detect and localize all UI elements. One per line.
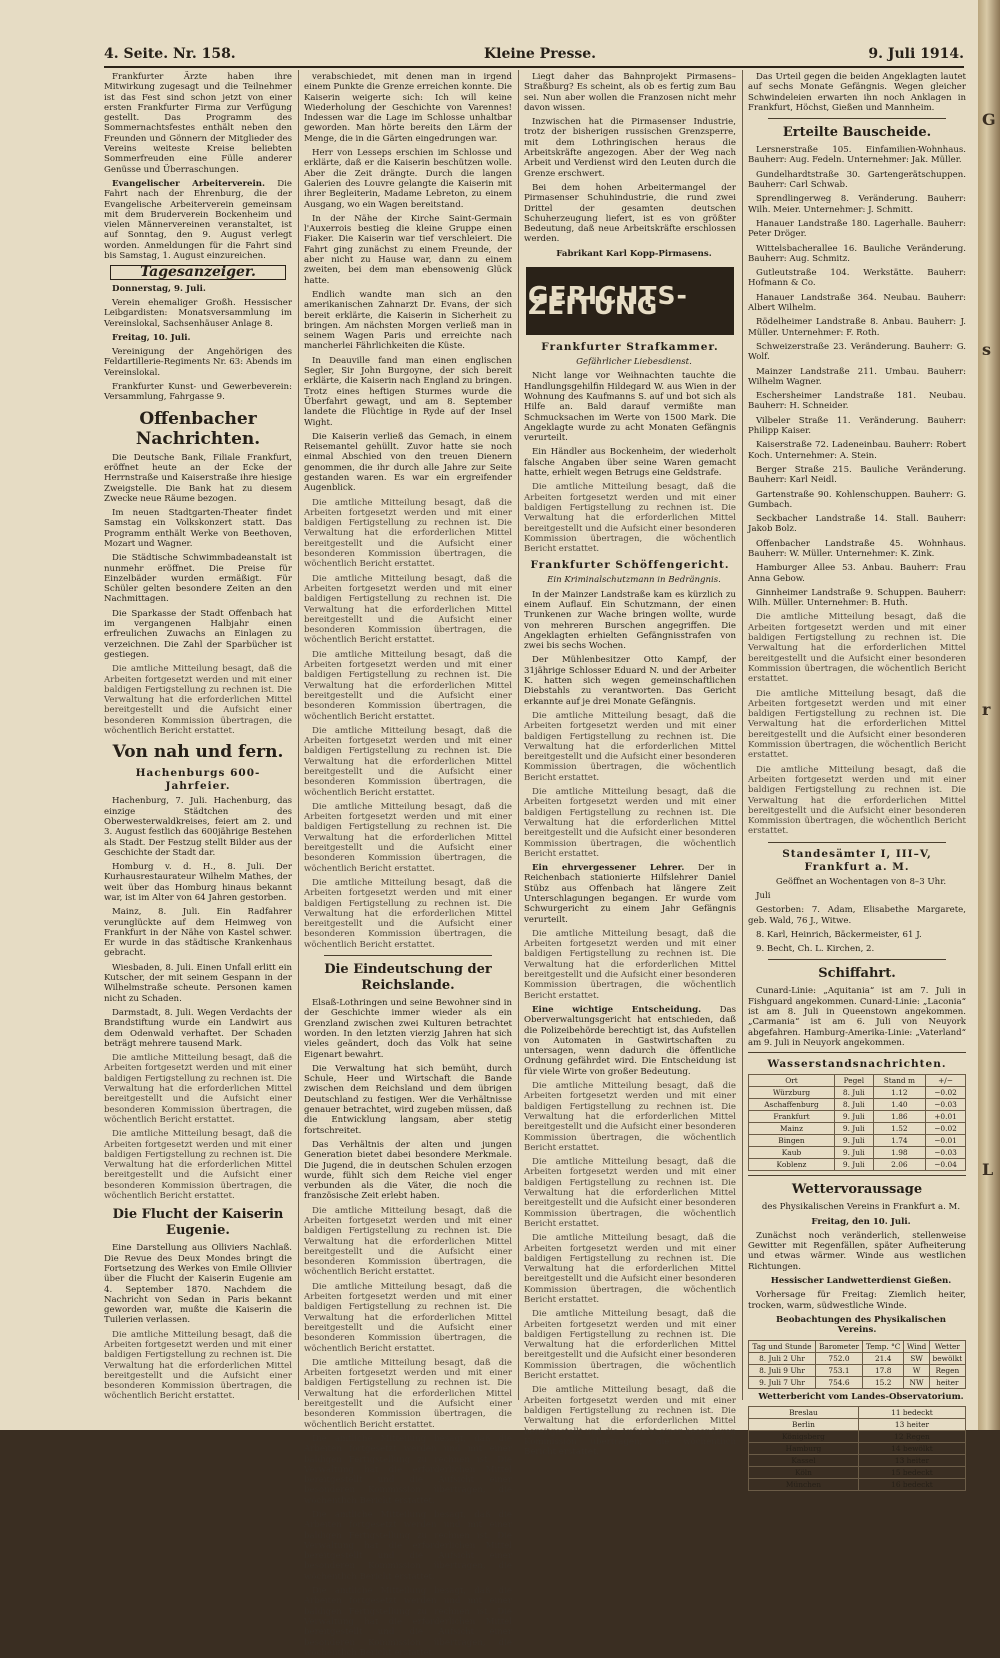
offenbach-item: Die Städtische Schwimmbadeanstalt ist nunmehr eröffnet. Die Preise für Einzelbäder wurden ermäßigt. Für Schüler gelten besondere Zeiten an den Nachmittagen.: [104, 553, 292, 605]
bau-entry: Offenbacher Landstraße 45. Wohnhaus. Bauherr: W. Müller. Unternehmer: K. Zink.: [748, 538, 966, 559]
article-paragraph: verabschiedet, mit denen man in irgend einem Punkte die Grenze erreichen konnte. Die Kaiserin weigerte sich: Ich will keine Wiederholung der Geschichte von Varennes! Indessen war die Lage im Schlosse unhaltbar geworden. Man hörte bereits den Lärm der Menge, die in die Gärten eingedrungen war.: [304, 72, 512, 144]
bau-entry: Berger Straße 215. Bauliche Veränderung. Bauherr: Karl Neidl.: [748, 464, 966, 486]
giessen-heading: Hessischer Landwetterdienst Gießen.: [770, 1276, 952, 1287]
article-paragraph: Das Verhältnis der alten und jungen Generation bietet dabei besondere Merkmale. Die Jugend, die in deutschen Schulen erzogen wurde, fühlt sich dem Reiche viel enger verbunden als die Väter, die noch die französische Zeit erlebt haben.: [304, 1139, 512, 1202]
bau-entry: Wittelsbacherallee 16. Bauliche Veränderung. Bauherr: Aug. Schmitz.: [748, 243, 966, 264]
table-row: Würzburg 8. Juli 1.12 −0.02: [749, 1087, 966, 1099]
body-text: Die amtliche Mitteilung besagt, daß die Arbeiten fortgesetzt werden und mit einer baldigen Fertigstellung zu rechnen ist. Die Verwaltung hat die erforderlichen Mittel bereitgestellt und die Aufsicht einer besonderen Kommission übertragen, die wöchentlich Bericht erstattet.: [104, 1129, 292, 1202]
lead-paragraph: Frankfurter Ärzte haben ihre Mitwirkung zugesagt und die Teilnehmer ist das Fest sind schon jetzt von einer ersten Frankfurter Firma zur Verfügung gestellt. Das Programm des Sommernachtsfestes enthält neben den Freunden und Gönnern der Mitglieder des Vereins weiteste Kreise beliebten Sommerfreuden eine Fülle anderer Genüsse und Überraschungen.: [104, 72, 292, 175]
strafkammer-heading: Frankfurter Strafkammer.: [541, 341, 719, 354]
body-text: Die amtliche Mitteilung besagt, daß die Arbeiten fortgesetzt werden und mit einer baldigen Fertigstellung zu rechnen ist. Die Verwaltung hat die erforderlichen Mittel bereitgestellt und die Aufsicht einer besonderen Kommission übertragen, die wöchentlich Bericht erstattet.: [304, 1433, 512, 1506]
body-text: Die amtliche Mitteilung besagt, daß die Arbeiten fortgesetzt werden und mit einer baldigen Fertigstellung zu rechnen ist. Die Verwaltung hat die erforderlichen Mittel bereitgestellt und die Aufsicht einer besonderen Kommission übertragen, die wöchentlich Bericht erstattet.: [524, 1081, 736, 1153]
page-number: 4. Seite. Nr. 158.: [104, 46, 236, 62]
subheading: Gefährlicher Liebesdienst.: [576, 357, 692, 368]
giessen-text: Vorhersage für Freitag: Ziemlich heiter, trocken, warm, südwestliche Winde.: [748, 1290, 966, 1311]
table-header: Tag und Stunde: [749, 1340, 816, 1352]
tages-entry: Verein ehemaliger Großh. Hessischer Leibgardisten: Monatsversammlung im Vereinslokal, Sachsenhäuser Anlage 8.: [104, 297, 292, 329]
schiffahrt-heading: Schiffahrt.: [818, 966, 896, 982]
bau-entry: Hamburger Allee 53. Anbau. Bauherr: Frau Anna Gebow.: [748, 563, 966, 584]
beobachtung-table: [748, 1340, 966, 1389]
body-text: Die amtliche Mitteilung besagt, daß die Arbeiten fortgesetzt werden und mit einer baldigen Fertigstellung zu rechnen ist. Die Verwaltung hat die erforderlichen Mittel bereitgestellt und die Aufsicht einer besonderen Kommission übertragen, die wöchentlich Bericht erstattet.: [104, 1329, 292, 1402]
masthead-title: Kleine Presse.: [484, 46, 597, 62]
standesamt-entry: 9. Becht, Ch. L. Kirchen, 2.: [756, 944, 875, 955]
hachenburg-heading: Hachenburgs 600-Jahrfeier.: [135, 767, 261, 793]
body-text: Die amtliche Mitteilung besagt, daß die Arbeiten fortgesetzt werden und mit einer baldigen Fertigstellung zu rechnen ist. Die Verwaltung hat die erforderlichen Mittel bereitgestellt und die Aufsicht einer besonderen Kommission übertragen, die wöchentlich Bericht erstattet.: [748, 612, 966, 685]
body-text: Die amtliche Mitteilung besagt, daß die Arbeiten fortgesetzt werden und mit einer baldigen Fertigstellung zu rechnen ist. Die Verwaltung hat die erforderlichen Mittel bereitgestellt und die Aufsicht einer besonderen Kommission übertragen, die wöchentlich Bericht erstattet.: [304, 1510, 512, 1582]
entscheidung-text: Das Oberverwaltungsgericht hat entschieden, daß die Polizeibehörde berechtigt ist, das Aufstellen von Automaten in Gastwirtschaften zu untersagen, wenn dadurch die öffentliche Ordnung gefährdet wird. Die Entscheidung ist für viele Wirte von großer Bedeutung.: [524, 1004, 737, 1077]
offenbach-item: Die Deutsche Bank, Filiale Frankfurt, eröffnet heute an der Ecke der Herrnstraße und Kaiserstraße ihre hiesige Zweigstelle. Die Bank hat zu diesem Zwecke neue Räume bezogen.: [104, 452, 292, 504]
page-header: [104, 44, 964, 68]
table-row: Breslau 11 bedeckt: [749, 1406, 966, 1418]
tages-entry: Frankfurter Kunst- und Gewerbeverein: Versammlung, Fahrgasse 9.: [104, 382, 292, 403]
article-paragraph: In Deauville fand man einen englischen Segler, Sir John Burgoyne, der sich bereit erklärte, die Kaiserin nach England zu bringen. Trotz eines heftigen Sturmes wurde die Überfahrt gewagt, und am 8. September landete die Flüchtige in Ryde auf der Insel Wight.: [304, 355, 512, 428]
body-text: Die amtliche Mitteilung besagt, daß die Arbeiten fortgesetzt werden und mit einer baldigen Fertigstellung zu rechnen ist. Die Verwaltung hat die erforderlichen Mittel bereitgestellt und die Aufsicht einer besonderen Kommission übertragen, die wöchentlich Bericht erstattet.: [304, 497, 512, 570]
table-row: Frankfurt 9. Juli 1.86 +0.01: [749, 1111, 966, 1123]
table-row: 8. Juli 2 Uhr 752.0 21.4 SW bewölkt: [749, 1352, 966, 1364]
body-text: Die amtliche Mitteilung besagt, daß die Arbeiten fortgesetzt werden und mit einer baldigen Fertigstellung zu rechnen ist. Die Verwaltung hat die erforderlichen Mittel bereitgestellt und die Aufsicht einer besonderen Kommission übertragen, die wöchentlich Bericht erstattet.: [304, 1281, 512, 1354]
schiffahrt-text: Cunard-Linie: „Aquitania“ ist am 7. Juli in Fishguard angekommen. Cunard-Linie: „Laconia“ ist am 8. Juli in Queenstown angekommen. „Carmania“ ist am 6. Juli von Neuyork abgefahren. Hamburg-Amerika-Linie: „Vaterland“ am 9. Juli in Neuyork angekommen.: [748, 986, 966, 1048]
article-signature: Fabrikant Karl Kopp-Pirmasens.: [556, 248, 712, 259]
table-row: München 16 bedeckt: [749, 1478, 966, 1490]
gerichts-zeitung-banner: GERICHTS-ZEITUNG: [526, 267, 734, 335]
article-paragraph: Herr von Lesseps erschien im Schlosse und erklärte, daß er die Kaiserin beschützen wolle. Aber die Zeit drängte. Durch die langen Galerien des Louvre gelangte die Kaiserin mit ihrer Begleiterin, Madame Lebreton, zu einem Ausgang, wo ein Wagen bereitstand.: [304, 148, 512, 210]
bau-entry: Vilbeler Straße 11. Veränderung. Bauherr: Philipp Kaiser.: [748, 415, 966, 437]
bau-entry: Hanauer Landstraße 364. Neubau. Bauherr: Albert Wilhelm.: [748, 292, 966, 314]
body-text: Die amtliche Mitteilung besagt, daß die Arbeiten fortgesetzt werden und mit einer baldigen Fertigstellung zu rechnen ist. Die Verwaltung hat die erforderlichen Mittel bereitgestellt und die Aufsicht einer besonderen Kommission übertragen, die wöchentlich Bericht erstattet.: [304, 573, 512, 646]
body-text: Die amtliche Mitteilung besagt, daß die Arbeiten fortgesetzt werden und mit einer baldigen Fertigstellung zu rechnen ist. Die Verwaltung hat die erforderlichen Mittel bereitgestellt und die Aufsicht einer besonderen Kommission übertragen, die wöchentlich Bericht erstattet.: [524, 1309, 736, 1382]
bau-entry: Seckbacher Landstraße 14. Stall. Bauherr: Jakob Bolz.: [748, 514, 966, 535]
body-text: Die amtliche Mitteilung besagt, daß die Arbeiten fortgesetzt werden und mit einer baldigen Fertigstellung zu rechnen ist. Die Verwaltung hat die erforderlichen Mittel bereitgestellt und die Aufsicht einer besonderen Kommission übertragen, die wöchentlich Bericht erstattet.: [104, 1053, 292, 1125]
body-text: Die amtliche Mitteilung besagt, daß die Arbeiten fortgesetzt werden und mit einer baldigen Fertigstellung zu rechnen ist. Die Verwaltung hat die erforderlichen Mittel bereitgestellt und die Aufsicht einer besonderen Kommission übertragen, die wöchentlich Bericht erstattet.: [524, 787, 736, 859]
bau-entry: Eschersheimer Landstraße 181. Neubau. Bauherr: H. Schneider.: [748, 391, 966, 412]
article-paragraph: Die Verwaltung hat sich bemüht, durch Schule, Heer und Wirtschaft die Bande zwischen dem Reichsland und dem übrigen Deutschland zu festigen. Wer die Verhältnisse genauer betrachtet, wird zugeben müssen, daß die Entwicklung langsam, aber stetig fortschreitet.: [304, 1063, 512, 1136]
news-item: Mainz, 8. Juli. Ein Radfahrer verunglückte auf dem Heimweg von Frankfurt in der Nähe von Kastel schwer. Er wurde in das städtische Krankenhaus gebracht.: [104, 907, 292, 959]
standesamt-heading: Standesämter I, III–V, Frankfurt a. M.: [782, 847, 932, 873]
table-row: Köln 15 bedeckt: [749, 1466, 966, 1478]
bau-entry: Gutleutstraße 104. Werkstätte. Bauherr: Hofmann & Co.: [748, 268, 966, 289]
article-paragraph: Die Kaiserin verließ das Gemach, in einem Reisemantel gehüllt. Zuvor hatte sie noch einmal Abschied von den treuen Dienern genommen, die ihr durch alle Jahre zur Seite gestanden waren. Es war ein ergreifender Augenblick.: [304, 431, 512, 494]
court-report: Ein Händler aus Bockenheim, der wiederholt falsche Angaben über seine Waren gemacht hatte, erhielt wegen Betrugs eine Geldstrafe.: [524, 447, 736, 479]
spine-letter: r: [982, 700, 991, 719]
table-row: Koblenz 9. Juli 2.06 −0.04: [749, 1159, 966, 1171]
article-paragraph: Liegt daher das Bahnprojekt Pirmasens–Straßburg? Es scheint, als ob es fertig zum Bau sei. Nun aber wollen die Franzosen nicht mehr davon wissen.: [524, 72, 736, 113]
body-text: Die amtliche Mitteilung besagt, daß die Arbeiten fortgesetzt werden und mit einer baldigen Fertigstellung zu rechnen ist. Die Verwaltung hat die erforderlichen Mittel bereitgestellt und die Aufsicht einer besonderen Kommission übertragen, die wöchentlich Bericht erstattet.: [304, 725, 512, 798]
body-text: Die amtliche Mitteilung besagt, daß die Arbeiten fortgesetzt werden und mit einer baldigen Fertigstellung zu rechnen ist. Die Verwaltung hat die erforderlichen Mittel bereitgestellt und die Aufsicht einer besonderen Kommission übertragen, die wöchentlich Bericht erstattet.: [748, 688, 966, 761]
news-item: Hachenburg, 7. Juli. Hachenburg, das einzige Städtchen des Oberwesterwaldkreises, feiert am 2. und 3. August festlich das 600jährige Bestehen als Stadt. Der Festzug stellt Bilder aus der Geschichte der Stadt dar.: [104, 796, 292, 858]
wetter-subheading: des Physikalischen Vereins in Frankfurt a. M.: [761, 1202, 961, 1213]
section-title: Evangelischer Arbeiterverein.: [112, 178, 266, 189]
table-row: Hamburg 14 bewölkt: [749, 1442, 966, 1454]
table-row: Berlin 13 heiter: [749, 1418, 966, 1430]
table-header: Wind: [904, 1340, 929, 1352]
body-text: Die amtliche Mitteilung besagt, daß die Arbeiten fortgesetzt werden und mit einer baldigen Fertigstellung zu rechnen ist. Die Verwaltung hat die erforderlichen Mittel bereitgestellt und die Aufsicht einer besonderen Kommission übertragen, die wöchentlich Bericht erstattet.: [524, 710, 736, 783]
wasserstand-heading: Wasserstandsnachrichten.: [767, 1058, 947, 1071]
bau-entry: Gartenstraße 90. Kohlenschuppen. Bauherr: G. Gumbach.: [748, 489, 966, 510]
table-row: Kassel 13 heiter: [749, 1454, 966, 1466]
offenbach-item: Die Sparkasse der Stadt Offenbach hat im vergangenen Halbjahr einen erfreulichen Zuwachs an Einlagen zu verzeichnen. Die Zahl der Sparbücher ist gestiegen.: [104, 608, 292, 660]
body-text: Die amtliche Mitteilung besagt, daß die Arbeiten fortgesetzt werden und mit einer baldigen Fertigstellung zu rechnen ist. Die Verwaltung hat die erforderlichen Mittel bereitgestellt und die Aufsicht einer besonderen Kommission übertragen, die wöchentlich Bericht erstattet.: [304, 649, 512, 722]
table-row: 8. Juli 9 Uhr 753.1 17.8 W Regen: [749, 1364, 966, 1376]
body-text: Die amtliche Mitteilung besagt, daß die Arbeiten fortgesetzt werden und mit einer baldigen Fertigstellung zu rechnen ist. Die Verwaltung hat die erforderlichen Mittel bereitgestellt und die Aufsicht einer besonderen Kommission übertragen, die wöchentlich Bericht erstattet.: [748, 764, 966, 837]
beobachtung-heading: Beobachtungen des Physikalischen Vereins.: [776, 1314, 946, 1336]
article-paragraph: Inzwischen hat die Pirmasenser Industrie, trotz der bisherigen russischen Grenzsperre, mit dem Lothringischen heraus die Arbeitskräfte angezogen. Aber der Weg nach Arbeit und Verdienst wird den Leuten durch die Grenze erschwert.: [524, 117, 736, 179]
eugenie-heading: Die Flucht der Kaiserin Eugenie.: [112, 1207, 284, 1239]
table-header: Barometer: [815, 1340, 862, 1352]
news-item: Homburg v. d. H., 8. Juli. Der Kurhausrestaurateur Wilhelm Mathes, der weit über das Homburg hinaus bekannt war, ist im Alter von 64 Jahren gestorben.: [104, 862, 292, 903]
table-row: Mainz 9. Juli 1.52 −0.02: [749, 1123, 966, 1135]
table-header: +/−: [926, 1075, 966, 1087]
column-1: [104, 72, 292, 1402]
article-paragraph: Elsaß-Lothringen und seine Bewohner sind in der Geschichte immer wieder als ein Grenzland zwischen zwei Kulturen betrachtet worden. In den letzten vierzig Jahren hat sich vieles geändert, doch das Volk hat seine Eigenart bewahrt.: [304, 998, 512, 1060]
table-row: Kaub 9. Juli 1.98 −0.03: [749, 1147, 966, 1159]
court-report: In der Mainzer Landstraße kam es kürzlich zu einem Auflauf. Ein Schutzmann, der einen Trunkenen zur Wache bringen wollte, wurde von mehreren Burschen angegriffen. Die Angeklagten erhielten Gefängnisstrafen von zwei bis sechs Wochen.: [524, 589, 736, 652]
table-header: Wetter: [929, 1340, 965, 1352]
bau-entry: Schweizerstraße 23. Veränderung. Bauherr: G. Wolf.: [748, 341, 966, 363]
table-header: Pegel: [834, 1075, 873, 1087]
column-4: [748, 72, 966, 1489]
body-text: Die amtliche Mitteilung besagt, daß die Arbeiten fortgesetzt werden und mit einer baldigen Fertigstellung zu rechnen ist. Die Verwaltung hat die erforderlichen Mittel bereitgestellt und die Aufsicht einer besonderen Kommission übertragen, die wöchentlich Bericht erstattet.: [304, 877, 512, 950]
column-2: [304, 72, 512, 1658]
bau-entry: Hanauer Landstraße 180. Lagerhalle. Bauherr: Peter Dröger.: [748, 218, 966, 240]
news-item: Wiesbaden, 8. Juli. Einen Unfall erlitt ein Kutscher, der mit seinem Gespann in der Wilhelmstraße scheute. Personen kamen nicht zu Schaden.: [104, 962, 292, 1004]
court-report: Der Mühlenbesitzer Otto Kampf, der 31jährige Schlosser Eduard N. und der Arbeiter K. hatten sich wegen gemeinschaftlichen Diebstahls zu verantworten. Das Gericht erkannte auf je drei Monate Gefängnis.: [524, 655, 736, 707]
body-text: Die amtliche Mitteilung besagt, daß die Arbeiten fortgesetzt werden und mit einer baldigen Fertigstellung zu rechnen ist. Die Verwaltung hat die erforderlichen Mittel bereitgestellt und die Aufsicht einer besonderen Kommission übertragen, die wöchentlich Bericht erstattet.: [304, 801, 512, 874]
body-text: Die amtliche Mitteilung besagt, daß die Arbeiten fortgesetzt werden und mit einer baldigen Fertigstellung zu rechnen ist. Die Verwaltung hat die erforderlichen Mittel bereitgestellt und die Aufsicht einer besonderen Kommission übertragen, die wöchentlich Bericht erstattet.: [304, 1586, 512, 1658]
news-item: Darmstadt, 8. Juli. Wegen Verdachts der Brandstiftung wurde ein Landwirt aus dem Odenwald verhaftet. Der Schaden beträgt mehrere tausend Mark.: [104, 1007, 292, 1049]
table-row: Königsberg 12 Regen: [749, 1430, 966, 1442]
table-row: 9. Juli 7 Uhr 754.6 15.2 NW heiter: [749, 1376, 966, 1388]
bau-entry: Mainzer Landstraße 211. Umbau. Bauherr: Wilhelm Wagner.: [748, 366, 966, 387]
section-text: Die Fahrt nach der Ehrenburg, die der Evangelische Arbeiterverein gemeinsam mit dem Bruderverein Bockenheim und vielen Männervereinen veranstaltet, ist auf Sonntag, den 9. August verlegt worden. Anmeldungen für die Fahrt sind bis Samstag, 1. August einzureichen.: [104, 178, 292, 262]
bau-entry: Lersnerstraße 105. Einfamilien-Wohnhaus. Bauherr: Aug. Fedeln. Unternehmer: Jak. Müller.: [748, 145, 966, 166]
standesamt-hours: Geöffnet an Wochentagen von 8–3 Uhr.: [775, 876, 947, 887]
article-paragraph: Endlich wandte man sich an den amerikanischen Zahnarzt Dr. Evans, der sich bereit erklärte, die Kaiserin in Sicherheit zu bringen. Am nächsten Morgen verließ man in seinem Wagen Paris und erreichte nach mancherlei Fährlichkeiten die Küste.: [304, 289, 512, 352]
body-text: Die amtliche Mitteilung besagt, daß die Arbeiten fortgesetzt werden und mit einer baldigen Fertigstellung zu rechnen ist. Die Verwaltung hat die erforderlichen Mittel bereitgestellt und die Aufsicht einer besonderen Kommission übertragen, die wöchentlich Bericht erstattet.: [304, 1205, 512, 1278]
wasserstand-table: [748, 1074, 966, 1171]
standesamt-entry: Juli: [756, 891, 771, 901]
offenbach-item: Im neuen Stadtgarten-Theater findet Samstag ein Volkskonzert statt. Das Programm enthält Werke von Beethoven, Mozart und Wagner.: [104, 508, 292, 549]
court-report: Nicht lange vor Weihnachten tauchte die Handlungsgehilfin Hildegard W. aus Wien in der Wohnung des Kaufmanns S. auf und bot sich als Hilfe an. Bald darauf vermißte man Schmucksachen im Werte von 1500 Mark. Die Angeklagte wurde zu acht Monaten Gefängnis verurteilt.: [524, 371, 736, 444]
nah-fern-heading: Von nah und fern.: [112, 742, 284, 763]
wetter-text: Zunächst noch veränderlich, stellenweise Gewitter mit Regenfällen, später Aufheiterung und etwas wärmer. Winde aus westlichen Richtungen.: [748, 1230, 966, 1272]
bau-entry: Ginnheimer Landstraße 9. Schuppen. Bauherr: Wilh. Müller. Unternehmer: B. Huth.: [748, 587, 966, 609]
bau-entry: Kaiserstraße 72. Ladeneinbau. Bauherr: Robert Koch. Unternehmer: A. Stein.: [748, 440, 966, 461]
article-paragraph: Das Urteil gegen die beiden Angeklagten lautet auf sechs Monate Gefängnis. Wegen gleicher Schwindeleien erwarten ihn noch Anklagen in Frankfurt, Höchst, Gießen und Mannheim.: [748, 72, 966, 113]
body-text: Die amtliche Mitteilung besagt, daß die Arbeiten fortgesetzt werden und mit einer baldigen Fertigstellung zu rechnen ist. Die Verwaltung hat die erforderlichen Mittel bereitgestellt und die Aufsicht einer besonderen Kommission übertragen, die wöchentlich Bericht erstattet.: [104, 664, 292, 737]
table-row: Bingen 9. Juli 1.74 −0.01: [749, 1135, 966, 1147]
reichslande-heading: Die Eindeutschung der Reichslande.: [324, 962, 492, 994]
table-header: Ort: [749, 1075, 835, 1087]
table-row: Aschaffenburg 8. Juli 1.40 −0.03: [749, 1099, 966, 1111]
bau-entry: Sprendlingerweg 8. Veränderung. Bauherr: Wilh. Meier. Unternehmer: J. Schmitt.: [748, 194, 966, 215]
entscheidung-heading: Eine wichtige Entscheidung.: [532, 1004, 702, 1015]
article-paragraph: Bei dem hohen Arbeitermangel der Pirmasenser Schuhindustrie, die rund zwei Drittel der gesamten deutschen Schuherzeugung liefert, ist es von größter Bedeutung, daß neue Arbeitskräfte erschlossen werden.: [524, 182, 736, 245]
standesamt-entry: 8. Karl, Heinrich, Bäckermeister, 61 J.: [756, 929, 922, 940]
body-text: Die amtliche Mitteilung besagt, daß die Arbeiten fortgesetzt werden und mit einer baldigen Fertigstellung zu rechnen ist. Die Verwaltung hat die erforderlichen Mittel bereitgestellt und die Aufsicht einer besonderen Kommission übertragen, die wöchentlich Bericht erstattet.: [524, 1157, 736, 1229]
tagesanzeiger-heading: Tagesanzeiger.: [110, 265, 286, 279]
eugenie-text: Eine Darstellung aus Olliviers Nachlaß. Die Revue des Deux Mondes bringt die Fortsetzung des Werkes von Emile Ollivier über die Flucht der Kaiserin Eugenie am 4. September 1870. Nachdem die Nachricht von Sedan in Paris bekannt geworden war, mußte die Kaiserin die Tuilerien verlassen.: [104, 1243, 292, 1326]
bau-entry: Gundelhardtstraße 30. Gartengerätschuppen. Bauherr: Carl Schwab.: [748, 169, 966, 191]
column-3: [524, 72, 737, 1458]
wettervoraussage-heading: Wettervoraussage: [791, 1182, 923, 1198]
next-page-edge: [978, 0, 1000, 1430]
standesamt-entry: Gestorben: 7. Adam, Elisabethe Margarete, geb. Wald, 76 J., Witwe.: [748, 905, 966, 926]
body-text: Die amtliche Mitteilung besagt, daß die Arbeiten fortgesetzt werden und mit einer baldigen Fertigstellung zu rechnen ist. Die Verwaltung hat die erforderlichen Mittel bereitgestellt und die Aufsicht einer besonderen Kommission übertragen, die wöchentlich Bericht erstattet.: [524, 482, 736, 555]
wetter-day: Freitag, den 10. Juli.: [811, 1216, 911, 1227]
spine-letter: s: [982, 340, 992, 359]
lehrer-heading: Ein ehrvergessener Lehrer.: [532, 863, 685, 874]
spine-letter: L: [982, 1160, 994, 1179]
body-text: Die amtliche Mitteilung besagt, daß die Arbeiten fortgesetzt werden und mit einer baldigen Fertigstellung zu rechnen ist. Die Verwaltung hat die erforderlichen Mittel bereitgestellt und die Aufsicht einer besonderen Kommission übertragen, die wöchentlich Bericht erstattet.: [524, 1385, 736, 1458]
table-header: Stand m: [873, 1075, 925, 1087]
tages-entry: Freitag, 10. Juli.: [112, 332, 191, 343]
body-text: Die amtliche Mitteilung besagt, daß die Arbeiten fortgesetzt werden und mit einer baldigen Fertigstellung zu rechnen ist. Die Verwaltung hat die erforderlichen Mittel bereitgestellt und die Aufsicht einer besonderen Kommission übertragen, die wöchentlich Bericht erstattet.: [304, 1357, 512, 1430]
lehrer-text: Der in Reichenbach stationierte Hilfslehrer Daniel Stübz aus Offenbach hat längere Zeit Unterschlagungen begangen. Er wurde vom Schwurgericht zu einem Jahr Gefängnis verurteilt.: [524, 863, 736, 925]
body-text: Die amtliche Mitteilung besagt, daß die Arbeiten fortgesetzt werden und mit einer baldigen Fertigstellung zu rechnen ist. Die Verwaltung hat die erforderlichen Mittel bereitgestellt und die Aufsicht einer besonderen Kommission übertragen, die wöchentlich Bericht erstattet.: [524, 928, 736, 1001]
schoeffengericht-heading: Frankfurter Schöffengericht.: [530, 559, 730, 572]
tages-entry: Donnerstag, 9. Juli.: [112, 283, 206, 294]
offenbach-heading: Offenbacher Nachrichten.: [135, 408, 261, 449]
bau-entry: Rödelheimer Landstraße 8. Anbau. Bauherr: J. Müller. Unternehmer: F. Roth.: [748, 317, 966, 338]
observatorium-heading: Wetterbericht vom Landes-Observatorium.: [758, 1391, 964, 1402]
baubescheide-heading: Erteilte Bauscheide.: [782, 125, 932, 141]
subheading: Ein Kriminalschutzmann in Bedrängnis.: [547, 575, 721, 586]
spine-letter: G: [982, 110, 996, 129]
temperature-table: [748, 1406, 966, 1491]
body-text: Die amtliche Mitteilung besagt, daß die Arbeiten fortgesetzt werden und mit einer baldigen Fertigstellung zu rechnen ist. Die Verwaltung hat die erforderlichen Mittel bereitgestellt und die Aufsicht einer besonderen Kommission übertragen, die wöchentlich Bericht erstattet.: [524, 1233, 736, 1305]
table-header: Temp. °C: [863, 1340, 904, 1352]
article-paragraph: In der Nähe der Kirche Saint-Germain l'Auxerrois bestieg die kleine Gruppe einen Fiaker. Die Kaiserin war tief verschleiert. Die Fahrt ging zunächst zu einem Freunde, der aber nicht zu Hause war, dann zu einem zweiten, bei dem man ebensowenig Glück hatte.: [304, 213, 512, 286]
issue-date: 9. Juli 1914.: [868, 46, 964, 62]
tages-entry: Vereinigung der Angehörigen des Feldartillerie-Regiments Nr. 63: Abends im Vereinslokal.: [104, 347, 292, 378]
